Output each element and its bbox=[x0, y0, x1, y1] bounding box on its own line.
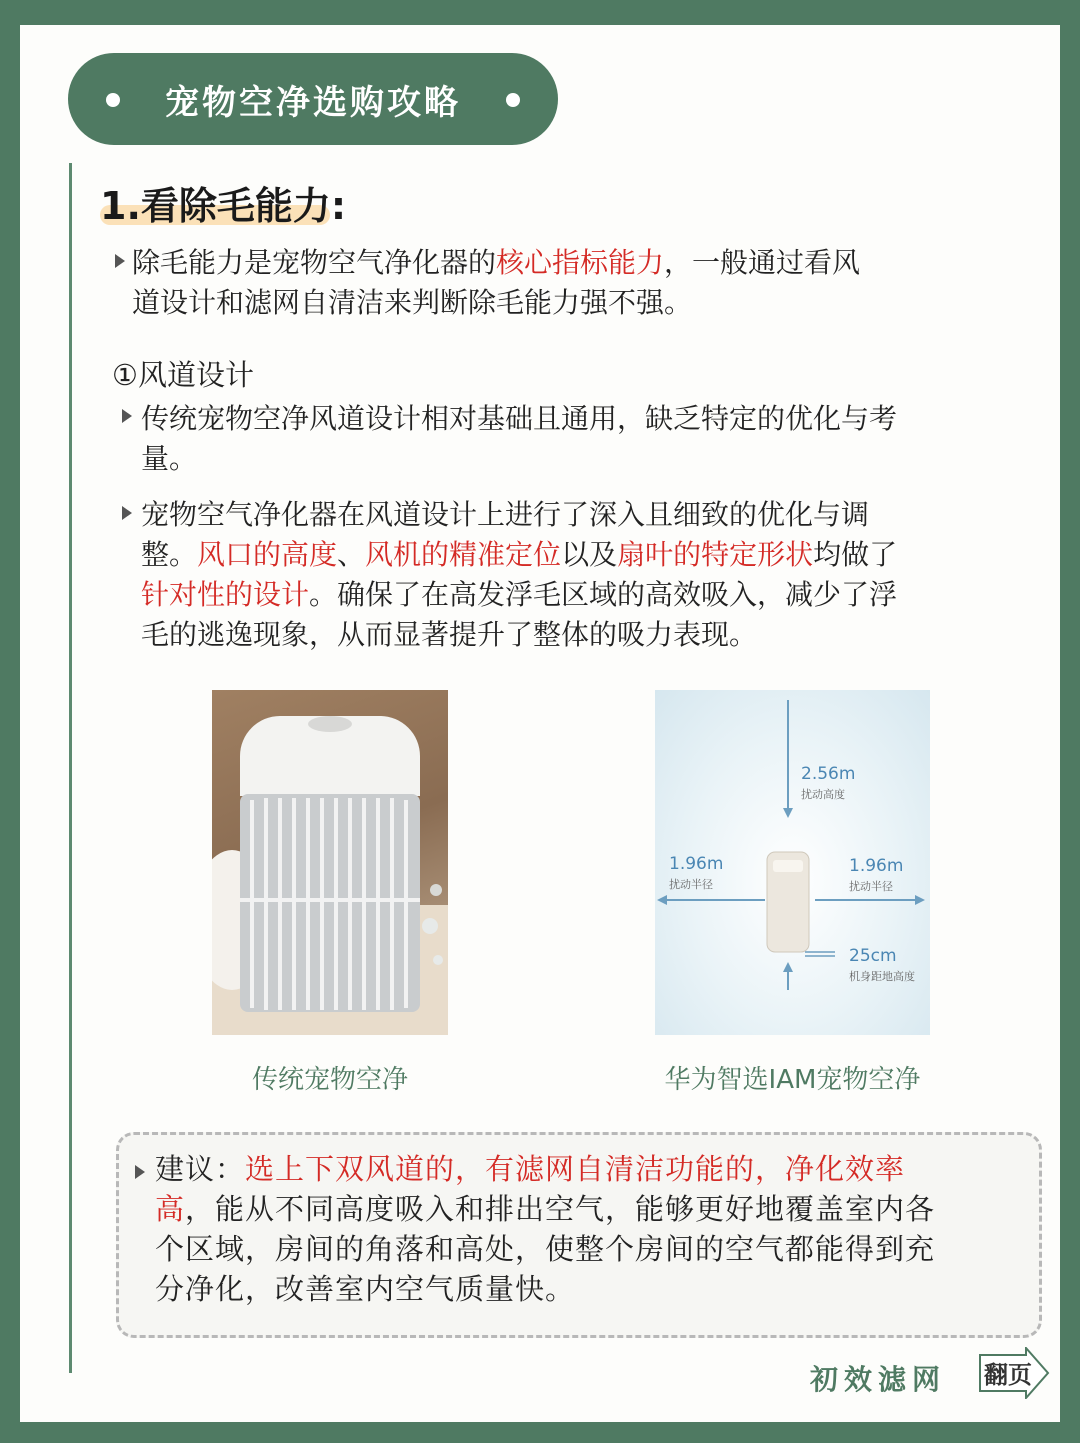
height-value: 2.56m bbox=[801, 764, 856, 784]
ground-height-value: 25cm bbox=[849, 946, 897, 966]
subsection-title: ①风道设计 bbox=[112, 358, 254, 392]
page-title: 宠物空净选购攻略 bbox=[165, 82, 461, 123]
next-page-button[interactable]: 翻页 bbox=[978, 1347, 1050, 1399]
advice-text: 建议：选上下双风道的，有滤网自清洁功能的，净化效率 高，能从不同高度吸入和排出空气，能够更好地覆盖室内各 个区域，房间的角落和高处，使整个房间的空气都能得到充 分净化，改善室内空气质量快。 bbox=[155, 1152, 936, 1306]
left-image-caption: 传统宠物空净 bbox=[251, 1065, 408, 1095]
ground-height-label: 机身距地高度 bbox=[849, 970, 915, 983]
section-heading: 1.看除毛能力: bbox=[100, 184, 347, 228]
right-image-caption: 华为智选IAM宠物空净 bbox=[664, 1065, 921, 1095]
intro-highlight: 核心指标能力 bbox=[496, 246, 665, 279]
bullet-traditional: 传统宠物空净风道设计相对基础且通用，缺乏特定的优化与考 量。 bbox=[141, 402, 898, 475]
left-radius-label: 扰动半径 bbox=[669, 878, 713, 891]
intro-line-2: 道设计和滤网自清洁来判断除毛能力强不强。 bbox=[132, 286, 693, 319]
left-accent-line bbox=[69, 163, 72, 1373]
bullet-arrow-icon bbox=[122, 506, 132, 520]
iam-purifier-diagram bbox=[655, 690, 930, 1035]
bullet-arrow-icon bbox=[115, 254, 125, 268]
purifier-illustration bbox=[212, 690, 448, 1035]
advice-box bbox=[116, 1132, 1042, 1338]
bullet-pet-design: 宠物空气净化器在风道设计上进行了深入且细致的优化与调 整。风口的高度、风机的精准定位以及扇叶的特定形状均做了 针对性的设计。确保了在高发浮毛区域的高效吸入，减少了浮 毛的逃逸现象，从而显著提升了整体的吸力表现。 bbox=[141, 498, 898, 651]
intro-line-1: 除毛能力是宠物空气净化器的核心指标能力，一般通过看风 bbox=[132, 246, 861, 279]
intro-paragraph bbox=[132, 243, 1032, 323]
right-radius-value: 1.96m bbox=[849, 856, 904, 876]
page-title-pill bbox=[68, 53, 558, 145]
left-radius-value: 1.96m bbox=[669, 854, 724, 874]
right-radius-label: 扰动半径 bbox=[849, 880, 893, 893]
brand-label: 初效滤网 bbox=[810, 1363, 947, 1396]
content-card bbox=[20, 25, 1060, 1422]
traditional-purifier-photo bbox=[212, 690, 448, 1035]
bullet-arrow-icon bbox=[135, 1165, 145, 1179]
title-dot-left bbox=[106, 93, 120, 107]
height-label: 扰动高度 bbox=[801, 788, 845, 801]
bullet-arrow-icon bbox=[122, 409, 132, 423]
title-dot-right bbox=[506, 93, 520, 107]
